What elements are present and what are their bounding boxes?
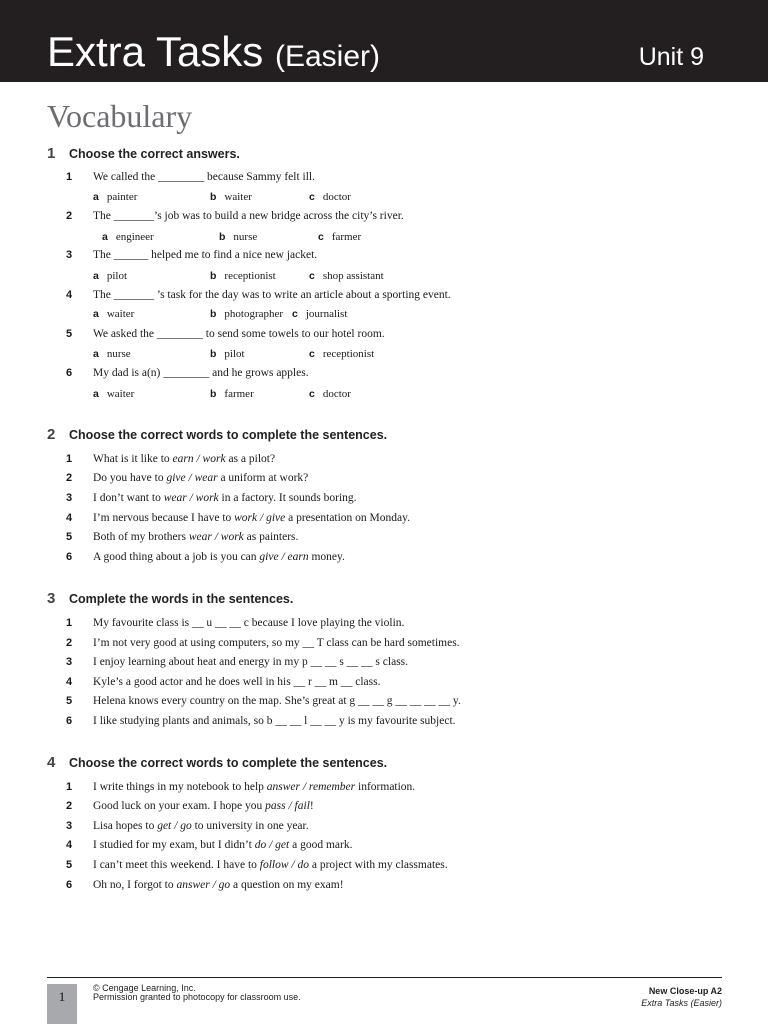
- word-choice[interactable]: earn / work: [172, 453, 226, 465]
- option-a[interactable]: a engineer: [102, 231, 154, 243]
- item-number: 5: [66, 695, 73, 707]
- item-number: 1: [66, 171, 73, 183]
- option-b[interactable]: b pilot: [210, 348, 245, 360]
- footer-copyright: [93, 984, 301, 1002]
- item-number: 6: [66, 367, 73, 379]
- book-title: New Close-up A2: [648, 986, 722, 996]
- task4-item-3: 3 Lisa hopes to get / go to university in one year.: [66, 816, 309, 836]
- task2-item-3: 3 I don’t want to wear / work in a factory. It sounds boring.: [66, 488, 357, 508]
- option-c[interactable]: c journalist: [292, 308, 348, 320]
- word-choice[interactable]: give / earn: [259, 551, 309, 563]
- gap-sentence[interactable]: Kyle’s a good actor and he does well in his __ r __ m __ class.: [93, 676, 381, 688]
- word-choice[interactable]: wear / work: [163, 492, 219, 504]
- task1-item-3: [66, 245, 317, 265]
- item-text: The ______ helped me to find a nice new jacket.: [93, 249, 318, 261]
- option-c[interactable]: c doctor: [309, 388, 351, 400]
- word-choice[interactable]: do / get: [254, 839, 290, 851]
- task1-item-2: [66, 206, 404, 226]
- task2-item-6: 6 A good thing about a job is you can give / earn money.: [66, 547, 345, 567]
- task2-item-1: 1 What is it like to earn / work as a pilot?: [66, 449, 275, 469]
- item-number: 4: [66, 289, 73, 301]
- word-choice[interactable]: get / go: [157, 820, 192, 832]
- word-choice[interactable]: pass / fail: [265, 800, 310, 812]
- word-choice[interactable]: work / give: [234, 512, 286, 524]
- item-number: 2: [66, 637, 73, 649]
- option-a[interactable]: a painter: [93, 191, 138, 203]
- footer-divider: [47, 977, 722, 978]
- task-4-heading: [47, 754, 387, 771]
- item-number: 3: [66, 820, 73, 832]
- gap-sentence[interactable]: I’m not very good at using computers, so my __ T class can be hard sometimes.: [93, 637, 460, 649]
- gap-sentence[interactable]: Helena knows every country on the map. She’s great at g __ __ g __ __ __ __ y.: [93, 695, 461, 707]
- option-a[interactable]: a waiter: [93, 388, 135, 400]
- task2-item-4: 4 I’m nervous because I have to work / give a presentation on Monday.: [66, 508, 410, 528]
- task4-item-5: 5 I can’t meet this weekend. I have to follow / do a project with my classmates.: [66, 855, 448, 875]
- item-number: 1: [66, 617, 73, 629]
- task2-item-2: 2 Do you have to give / wear a uniform at work?: [66, 468, 308, 488]
- item-number: 2: [66, 210, 73, 222]
- item-number: 1: [66, 781, 73, 793]
- gap-sentence[interactable]: I enjoy learning about heat and energy in my p __ __ s __ __ s class.: [93, 656, 409, 668]
- option-b[interactable]: b nurse: [219, 231, 258, 243]
- task-number: 1: [47, 145, 56, 162]
- unit-label: Unit 9: [638, 43, 704, 71]
- task3-item-1: [66, 613, 404, 633]
- word-choice[interactable]: wear / work: [188, 531, 244, 543]
- task-number: 3: [47, 590, 56, 607]
- item-number: 5: [66, 859, 73, 871]
- item-text: The _______ ’s task for the day was to write an article about a sporting event.: [93, 289, 451, 301]
- option-a[interactable]: a nurse: [93, 348, 131, 360]
- task3-item-6: [66, 711, 456, 731]
- item-text: We asked the ________ to send some towels to our hotel room.: [93, 328, 385, 340]
- page-header: [0, 0, 768, 82]
- task3-item-3: [66, 652, 408, 672]
- item-number: 6: [66, 551, 73, 563]
- item-number: 1: [66, 453, 73, 465]
- option-b[interactable]: b receptionist: [210, 270, 276, 282]
- gap-sentence[interactable]: My favourite class is __ u __ __ c because I love playing the violin.: [93, 617, 405, 629]
- header-title: [47, 26, 380, 83]
- task-2-heading: [47, 426, 387, 443]
- task1-item-4: [66, 285, 451, 305]
- item-number: 2: [66, 472, 73, 484]
- item-number: 4: [66, 512, 73, 524]
- word-choice[interactable]: give / wear: [166, 472, 218, 484]
- option-c[interactable]: c doctor: [309, 191, 351, 203]
- task-instruction: Complete the words in the sentences.: [69, 592, 294, 606]
- item-number: 3: [66, 492, 73, 504]
- item-number: 3: [66, 249, 73, 261]
- item-number: 2: [66, 800, 73, 812]
- option-a[interactable]: a waiter: [93, 308, 135, 320]
- task3-item-2: [66, 633, 460, 653]
- task-number: 4: [47, 754, 56, 771]
- task4-item-6: 6 Oh no, I forgot to answer / go a question on my exam!: [66, 875, 344, 895]
- task4-item-2: 2 Good luck on your exam. I hope you pass / fail!: [66, 796, 314, 816]
- item-text: The _______’s job was to build a new bridge across the city’s river.: [93, 210, 404, 222]
- copyright-text: © Cengage Learning, Inc.: [93, 983, 196, 993]
- item-text: My dad is a(n) ________ and he grows apples.: [93, 367, 309, 379]
- task4-item-4: 4 I studied for my exam, but I didn’t do / get a good mark.: [66, 835, 352, 855]
- task-instruction: Choose the correct words to complete the sentences.: [69, 756, 388, 770]
- item-text: We called the ________ because Sammy felt ill.: [93, 171, 315, 183]
- item-number: 5: [66, 328, 73, 340]
- word-choice[interactable]: follow / do: [259, 859, 309, 871]
- section-title: Vocabulary: [47, 98, 193, 134]
- gap-sentence[interactable]: I like studying plants and animals, so b __ __ l __ __ y is my favourite subject.: [93, 715, 456, 727]
- option-c[interactable]: c shop assistant: [309, 270, 384, 282]
- option-b[interactable]: b waiter: [210, 191, 252, 203]
- word-choice[interactable]: answer / go: [176, 879, 231, 891]
- item-number: 4: [66, 676, 73, 688]
- item-number: 6: [66, 879, 73, 891]
- task-1-heading: [47, 145, 240, 162]
- option-c[interactable]: c receptionist: [309, 348, 375, 360]
- word-choice[interactable]: answer / remember: [266, 781, 356, 793]
- option-b[interactable]: b farmer: [210, 388, 254, 400]
- task2-item-5: 5 Both of my brothers wear / work as painters.: [66, 527, 298, 547]
- task3-item-5: [66, 691, 461, 711]
- task1-item-6: [66, 363, 309, 383]
- header-title-main: Extra Tasks: [47, 28, 264, 75]
- page-number: 1: [47, 984, 77, 1024]
- task4-item-1: 1 I write things in my notebook to help answer / remember information.: [66, 777, 415, 797]
- task-3-heading: [47, 590, 293, 607]
- header-subtitle: (Easier): [274, 40, 380, 73]
- book-subtitle: Extra Tasks (Easier): [641, 998, 722, 1008]
- task-instruction: Choose the correct answers.: [69, 147, 240, 161]
- task1-item-1: [66, 167, 315, 187]
- footer-book-info: [641, 985, 722, 1009]
- option-b[interactable]: b photographer: [210, 308, 284, 320]
- task1-item-5: [66, 324, 385, 344]
- task3-item-4: [66, 672, 380, 692]
- item-number: 5: [66, 531, 73, 543]
- item-number: 3: [66, 656, 73, 668]
- item-number: 6: [66, 715, 73, 727]
- option-a[interactable]: a pilot: [93, 270, 128, 282]
- permission-text: Permission granted to photocopy for classroom use.: [93, 992, 301, 1002]
- item-number: 4: [66, 839, 73, 851]
- option-c[interactable]: c farmer: [318, 231, 362, 243]
- task-number: 2: [47, 426, 56, 443]
- task-instruction: Choose the correct words to complete the sentences.: [69, 428, 388, 442]
